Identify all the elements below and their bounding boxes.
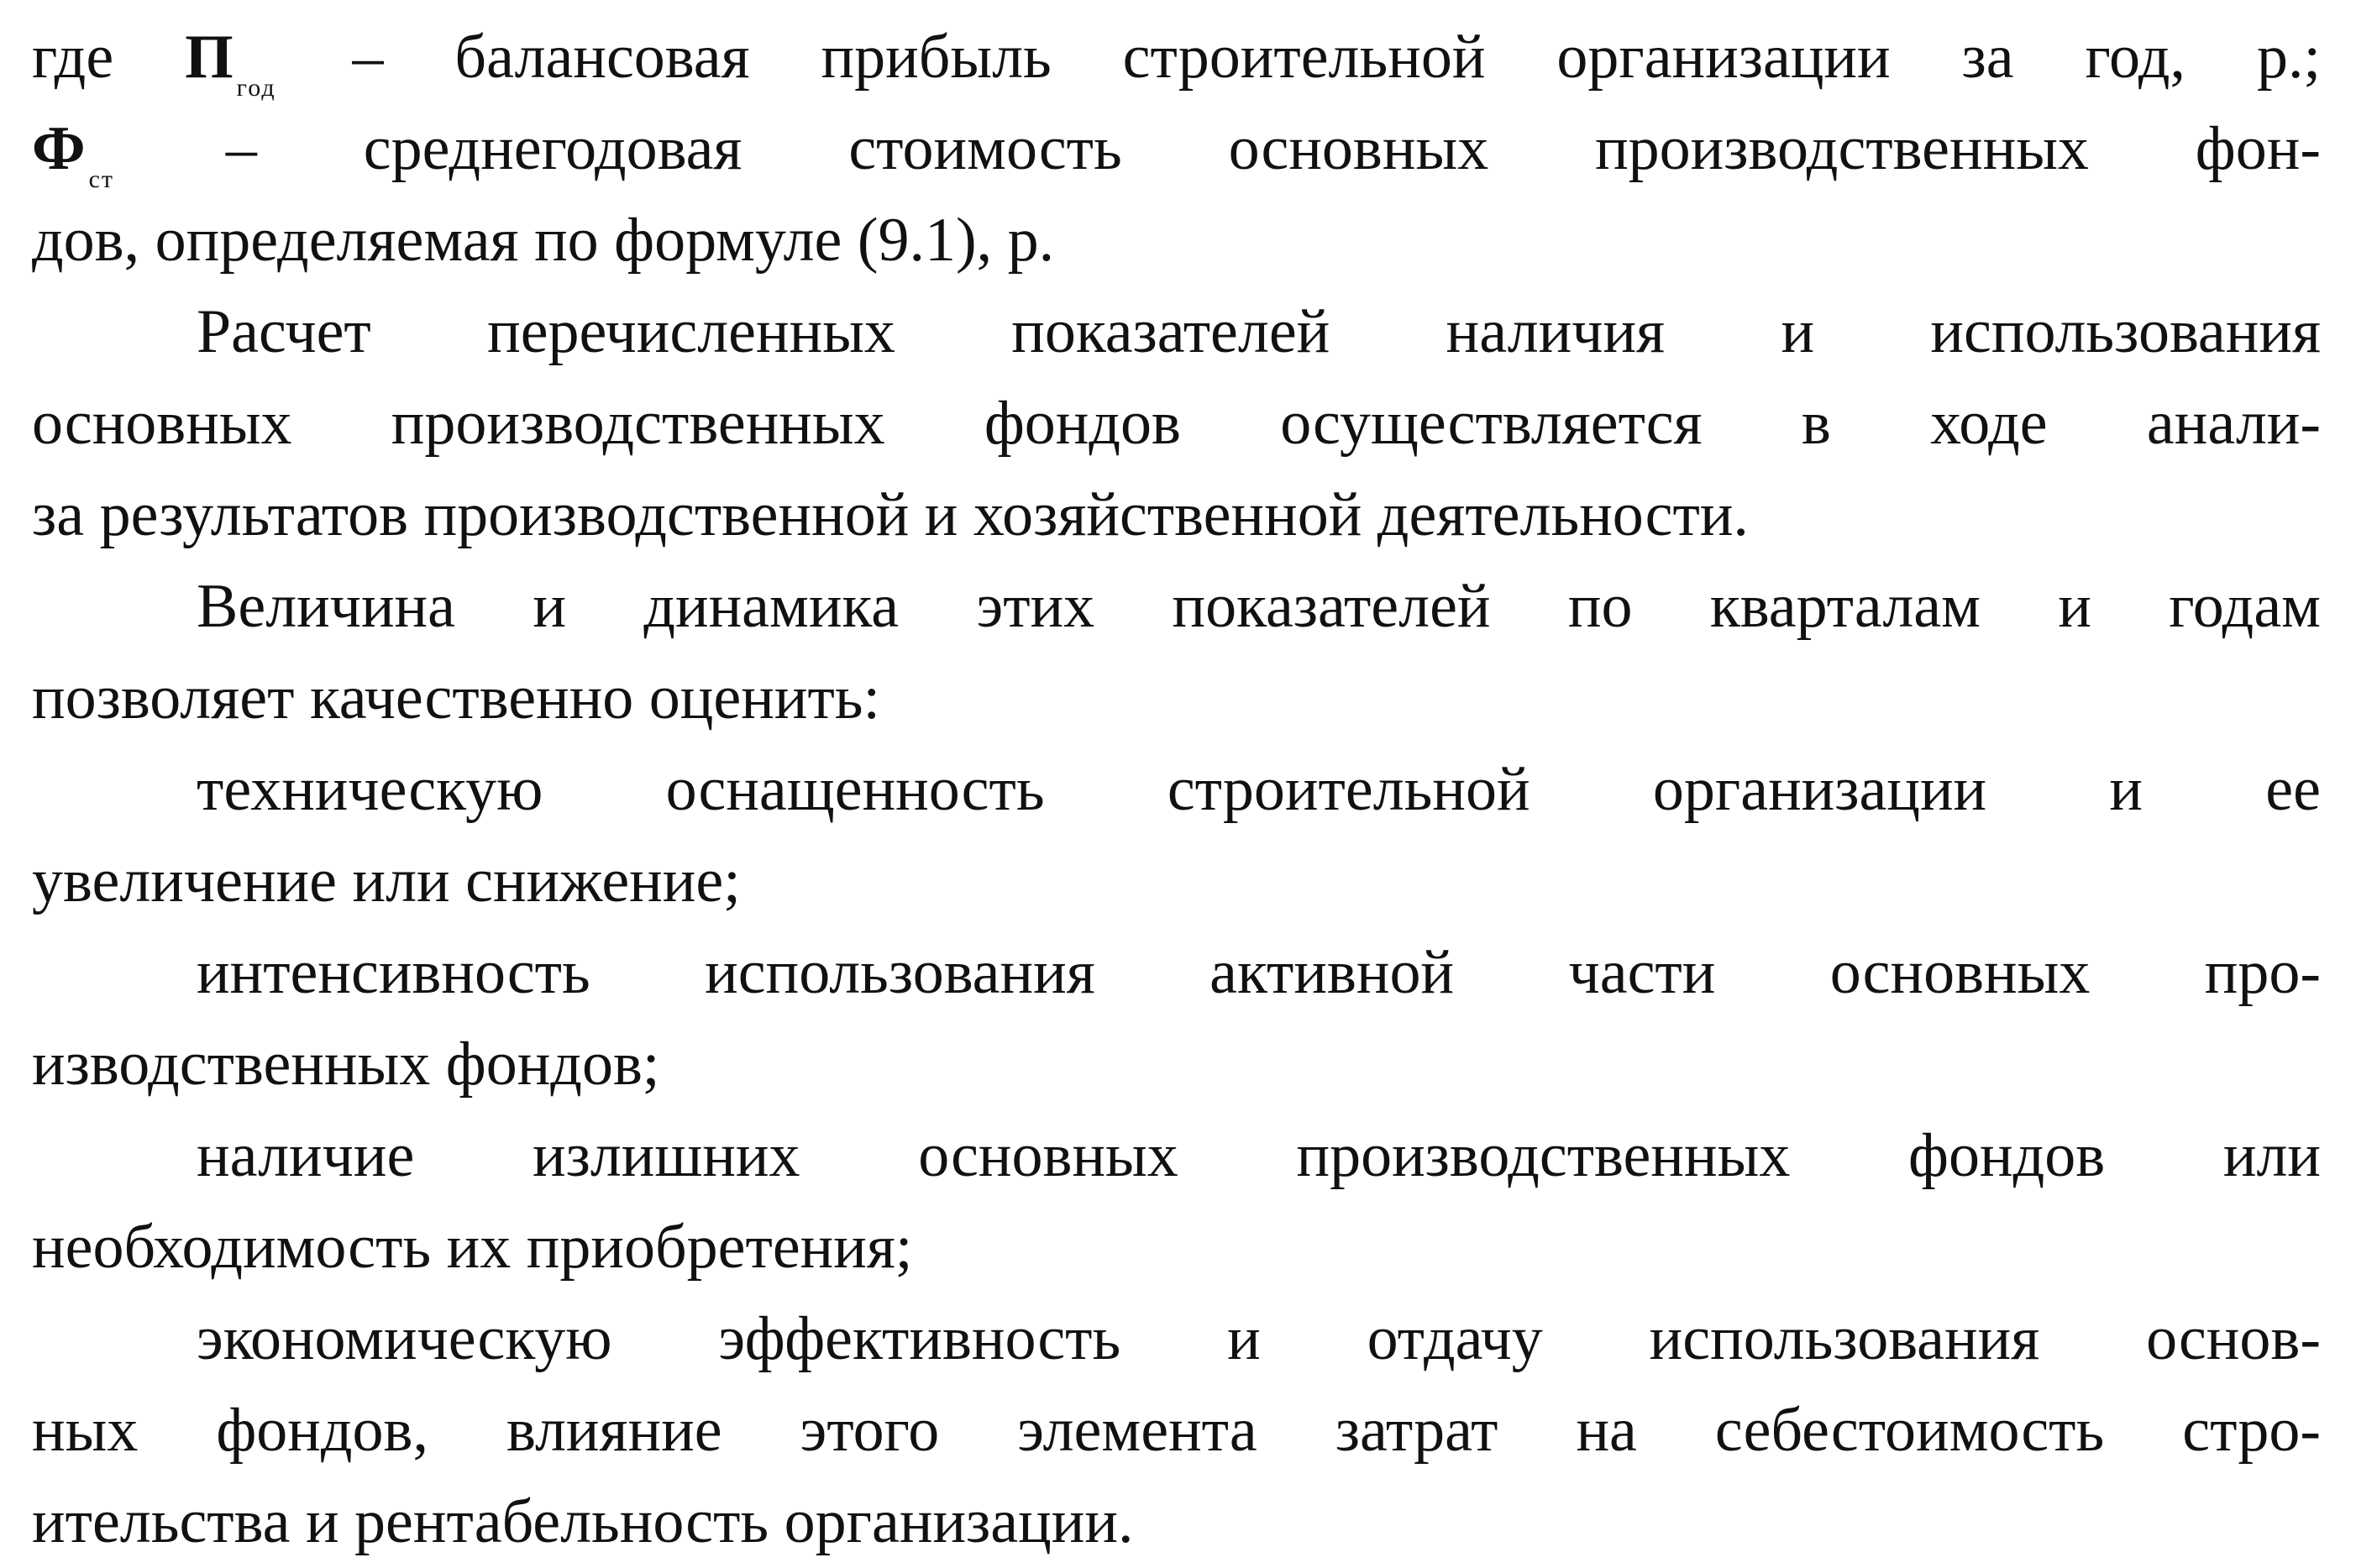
- definition-line-profit: [32, 12, 2321, 103]
- list-item-4-line-3: ительства и рентабельность организации.: [32, 1487, 1134, 1556]
- definition-text-profit: – балансовая прибыль строительной организации за год, р.;: [281, 23, 2321, 92]
- definition-text-funds: – среднегодовая стоимость основных производственных фон-: [119, 114, 2321, 183]
- list-item-2-line-1: интенсивность использования активной части основных про-: [197, 938, 2321, 1007]
- list-item-3-line-2: необходимость их приобретения;: [32, 1213, 913, 1282]
- paragraph-2-line-1: Величина и динамика этих показателей по кварталам и годам: [197, 572, 2321, 641]
- list-item-3-line-1: наличие излишних основных производственных фондов или: [197, 1121, 2321, 1190]
- definition-continuation: дов, определяемая по формуле (9.1), р.: [32, 206, 1055, 275]
- list-item-4-line-2: ных фондов, влияние этого элемента затрат на себестоимость стро-: [32, 1396, 2321, 1465]
- document-page: [32, 12, 2321, 1568]
- list-item-1-line-2: увеличение или снижение;: [32, 847, 741, 915]
- symbol-funds: Ф: [32, 114, 86, 183]
- paragraph-2-line-2: позволяет качественно оценить:: [32, 663, 881, 732]
- subscript-profit: год: [236, 74, 276, 102]
- list-item-1-line-1: техническую оснащенность строительной организации и ее: [197, 755, 2321, 824]
- paragraph-1-line-2: основных производственных фондов осуществляется в ходе анали-: [32, 389, 2321, 458]
- subscript-funds: ст: [88, 165, 114, 193]
- definition-lead: где: [32, 23, 186, 92]
- definition-line-funds: [32, 103, 2321, 195]
- paragraph-1-line-1: Расчет перечисленных показателей наличия и использования: [197, 297, 2321, 366]
- paragraph-1-line-3: за результатов производственной и хозяйственной деятельности.: [32, 480, 1749, 549]
- list-item-4-line-1: экономическую эффективность и отдачу использования основ-: [197, 1304, 2321, 1373]
- list-item-2-line-2: изводственных фондов;: [32, 1030, 660, 1099]
- symbol-profit: П: [185, 23, 234, 92]
